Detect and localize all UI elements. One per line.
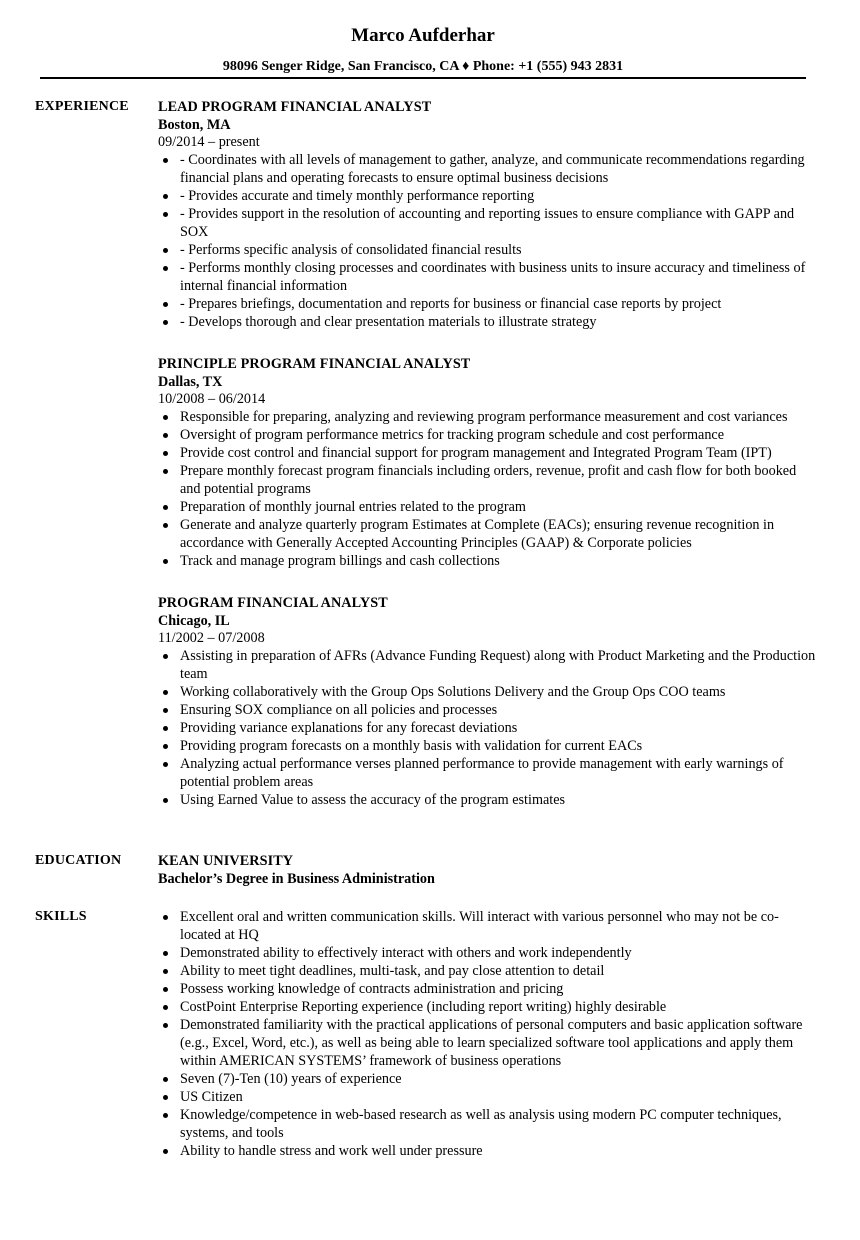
bullet-icon	[163, 1149, 168, 1154]
list-item	[158, 1106, 818, 1142]
school-name: KEAN UNIVERSITY	[158, 853, 294, 869]
list-item	[158, 791, 818, 809]
bullet-icon	[163, 969, 168, 974]
bullet-icon	[163, 762, 168, 767]
job-location: Dallas, TX	[158, 374, 223, 390]
bullet-icon	[163, 951, 168, 956]
list-item	[158, 755, 818, 791]
list-item	[158, 647, 818, 683]
bullet-text: Providing program forecasts on a monthly basis with validation for current EACs	[180, 738, 643, 754]
skills-list	[158, 908, 818, 1160]
skills-entry	[158, 908, 818, 1160]
bullet-text: Prepare monthly forecast program financials including orders, revenue, profit and cash flow for both booked and potential programs	[180, 463, 797, 497]
list-item	[158, 944, 818, 962]
bullet-icon	[163, 158, 168, 163]
skill-text: Seven (7)-Ten (10) years of experience	[180, 1071, 402, 1087]
bullet-text: Provide cost control and financial support for program management and Integrated Program Team (IPT)	[180, 445, 772, 461]
list-item	[158, 552, 818, 570]
job-bullets	[158, 151, 818, 331]
list-item	[158, 408, 818, 426]
bullet-icon	[163, 726, 168, 731]
job-location: Boston, MA	[158, 117, 231, 133]
skill-text: Demonstrated familiarity with the practical applications of personal computers and basic application software (e.g., Excel, Word, etc.), as well as being able to learn specialized software tool applications and apply them within AMERICAN SYSTEMS’ framework of business operations	[180, 1017, 803, 1069]
bullet-icon	[163, 433, 168, 438]
list-item	[158, 998, 818, 1016]
bullet-icon	[163, 1005, 168, 1010]
bullet-icon	[163, 987, 168, 992]
skill-text: US Citizen	[180, 1089, 243, 1105]
contact-line: 98096 Senger Ridge, San Francisco, CA ♦ Phone: +1 (555) 943 2831	[222, 59, 624, 74]
job-dates: 10/2008 – 06/2014	[158, 391, 266, 407]
bullet-icon	[163, 1113, 168, 1118]
bullet-icon	[163, 320, 168, 325]
bullet-text: Oversight of program performance metrics for tracking program schedule and cost performance	[180, 427, 725, 443]
list-item	[158, 1016, 818, 1070]
job-title: PRINCIPLE PROGRAM FINANCIAL ANALYST	[158, 356, 471, 372]
list-item	[158, 444, 818, 462]
bullet-icon	[163, 744, 168, 749]
list-item	[158, 313, 818, 331]
bullet-text: - Provides support in the resolution of accounting and reporting issues to ensure compliance with GAPP and SOX	[180, 206, 795, 240]
bullet-text: Providing variance explanations for any forecast deviations	[180, 720, 518, 736]
skill-text: CostPoint Enterprise Reporting experience (including report writing) highly desirable	[180, 999, 667, 1015]
list-item	[158, 241, 818, 259]
list-item	[158, 962, 818, 980]
bullet-text: - Performs monthly closing processes and coordinates with business units to insure accuracy and timeliness of internal financial information	[180, 260, 806, 294]
bullet-icon	[163, 523, 168, 528]
job-title: LEAD PROGRAM FINANCIAL ANALYST	[158, 99, 432, 115]
skill-text: Possess working knowledge of contracts administration and pricing	[180, 981, 564, 997]
job-entry	[158, 98, 818, 331]
list-item	[158, 498, 818, 516]
bullet-icon	[163, 266, 168, 271]
list-item	[158, 516, 818, 552]
bullet-icon	[163, 915, 168, 920]
list-item	[158, 1142, 818, 1160]
bullet-icon	[163, 690, 168, 695]
list-item	[158, 701, 818, 719]
skill-text: Ability to meet tight deadlines, multi-task, and pay close attention to detail	[180, 963, 605, 979]
bullet-icon	[163, 302, 168, 307]
bullet-text: - Prepares briefings, documentation and reports for business or financial case reports by project	[180, 296, 722, 312]
bullet-icon	[163, 505, 168, 510]
bullet-text: Track and manage program billings and cash collections	[180, 553, 500, 569]
job-entry	[158, 355, 818, 570]
skill-text: Excellent oral and written communication skills. Will interact with various personnel who may not be co-located at HQ	[180, 909, 779, 943]
bullet-text: Responsible for preparing, analyzing and reviewing program performance measurement and cost variances	[180, 409, 788, 425]
degree: Bachelor’s Degree in Business Administration	[158, 871, 435, 887]
bullet-icon	[163, 451, 168, 456]
job-bullets	[158, 647, 818, 809]
bullet-icon	[163, 798, 168, 803]
bullet-icon	[163, 559, 168, 564]
bullet-icon	[163, 654, 168, 659]
candidate-name: Marco Aufderhar	[351, 25, 495, 46]
job-dates: 11/2002 – 07/2008	[158, 630, 265, 646]
job-title: PROGRAM FINANCIAL ANALYST	[158, 595, 388, 611]
education-entry	[158, 852, 818, 888]
skill-text: Ability to handle stress and work well under pressure	[180, 1143, 483, 1159]
skill-text: Demonstrated ability to effectively interact with others and work independently	[180, 945, 632, 961]
list-item	[158, 426, 818, 444]
experience-list	[158, 98, 818, 809]
bullet-icon	[163, 1077, 168, 1082]
list-item	[158, 683, 818, 701]
bullet-text: Assisting in preparation of AFRs (Advance Funding Request) along with Product Marketing and the Production team	[180, 648, 816, 682]
list-item	[158, 205, 818, 241]
bullet-text: Working collaboratively with the Group Ops Solutions Delivery and the Group Ops COO teams	[180, 684, 726, 700]
list-item	[158, 187, 818, 205]
resume-header	[40, 24, 806, 76]
list-item	[158, 737, 818, 755]
bullet-icon	[163, 1095, 168, 1100]
list-item	[158, 295, 818, 313]
bullet-text: Preparation of monthly journal entries related to the program	[180, 499, 526, 515]
bullet-icon	[163, 248, 168, 253]
bullet-text: - Provides accurate and timely monthly performance reporting	[180, 188, 535, 204]
bullet-icon	[163, 415, 168, 420]
bullet-text: Analyzing actual performance verses planned performance to provide management with early warnings of potential problem areas	[180, 756, 784, 790]
job-entry	[158, 594, 818, 809]
bullet-text: Using Earned Value to assess the accuracy of the program estimates	[180, 792, 566, 808]
list-item	[158, 908, 818, 944]
list-item	[158, 259, 818, 295]
bullet-text: Generate and analyze quarterly program Estimates at Complete (EACs); ensuring revenue recognition in accordance with Generally Accepted Accounting Principles (GAAP) & Corporate policies	[180, 517, 775, 551]
bullet-text: - Performs specific analysis of consolidated financial results	[180, 242, 522, 258]
section-label-experience: EXPERIENCE	[35, 99, 129, 114]
section-label-skills: SKILLS	[35, 909, 87, 924]
list-item	[158, 462, 818, 498]
job-dates: 09/2014 – present	[158, 134, 260, 150]
bullet-icon	[163, 194, 168, 199]
bullet-text: Ensuring SOX compliance on all policies and processes	[180, 702, 498, 718]
list-item	[158, 980, 818, 998]
bullet-icon	[163, 708, 168, 713]
job-location: Chicago, IL	[158, 613, 230, 629]
bullet-icon	[163, 212, 168, 217]
list-item	[158, 719, 818, 737]
skill-text: Knowledge/competence in web-based research as well as analysis using modern PC computer techniques, systems, and tools	[180, 1107, 782, 1141]
list-item	[158, 1070, 818, 1088]
job-bullets	[158, 408, 818, 570]
bullet-icon	[163, 469, 168, 474]
bullet-text: - Develops thorough and clear presentation materials to illustrate strategy	[180, 314, 597, 330]
bullet-icon	[163, 1023, 168, 1028]
list-item	[158, 151, 818, 187]
bullet-text: - Coordinates with all levels of management to gather, analyze, and communicate recommendations regarding financial plans and operating forecasts to ensure optimal business decisions	[180, 152, 805, 186]
list-item	[158, 1088, 818, 1106]
section-label-education: EDUCATION	[35, 853, 122, 868]
header-divider	[40, 77, 806, 79]
